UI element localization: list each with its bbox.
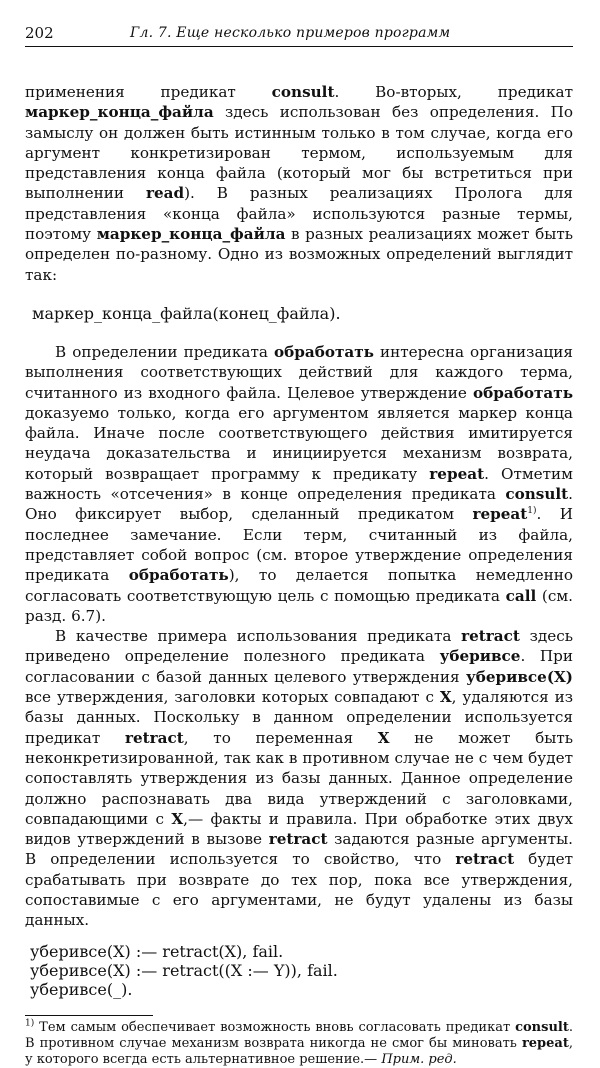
term-eof-marker: маркер_конца_файла <box>25 103 214 122</box>
chapter-title: Гл. 7. Еще несколько примеров программ <box>130 25 451 41</box>
term-read: read <box>145 184 185 203</box>
text-run: . И последнее замечание. Если терм, считанный из файла, представляет собой вопрос (см. второе утверждение определения предиката <box>25 505 573 585</box>
text-run: . При согласовании с базой данных целевого утверждения <box>25 647 573 686</box>
code-line: уберивсе(X) :— retract((X :— Y)), fail. <box>30 960 338 980</box>
text-run: все утверждения, заголовки которых совпадают с <box>25 688 440 707</box>
text-run: задаются разные аргументы. В определении используется то свойство, что <box>25 830 574 869</box>
text-run: применения предикат <box>25 83 272 101</box>
term-remove-all: уберивсе <box>439 647 521 666</box>
term-eof-marker: маркер_конца_файла <box>96 225 286 244</box>
term-repeat: repeat <box>472 505 528 524</box>
text-run: ). В разных реализациях Пролога для представления «конца файла» используются разные термы, поэтому <box>25 184 573 244</box>
term-x: X <box>377 728 390 747</box>
term-process: обработать <box>473 383 573 402</box>
text-run: не может быть неконкретизированной, так как в противном случае не с чем будет сопоставлять утверждения из базы данных. Данное определение должно распознавать два вида утверждений с заголовками, совпадающими с <box>25 728 573 828</box>
editor-note: Прим. ред. <box>381 1052 457 1068</box>
text-run: ,— факты и правила. При обработке этих двух видов утверждений в вызове <box>25 809 573 849</box>
term-retract: retract <box>268 830 328 849</box>
text-run: , удаляются из базы данных. Поскольку в данном определении используется предикат <box>25 688 573 747</box>
paragraph-2 <box>25 342 573 626</box>
page-number: 202 <box>25 24 54 42</box>
term-x: X <box>171 809 184 828</box>
page-content <box>25 22 574 1068</box>
running-head <box>25 22 573 47</box>
eof-definition: маркер_конца_файла(конец_файла). <box>32 303 341 323</box>
text-run: в разных реализациях может быть определен по-разному. Одно из возможных определений выглядит так: <box>25 225 573 284</box>
text-run: доказуемо только, когда его аргументом является маркер конца файла. Иначе после соответствующего действия имитируется неудача доказательства и инициируется механизм возврата, который возвращает программу к предикату <box>25 403 573 483</box>
term-retract: retract <box>124 728 184 747</box>
paragraph-3 <box>25 626 573 930</box>
term-consult: consult <box>271 83 335 101</box>
text-run: . Оно фиксирует выбор, сделанный предикатом <box>25 485 573 524</box>
code-line: уберивсе(_). <box>30 979 133 999</box>
term-consult: consult <box>505 485 569 504</box>
term-repeat: repeat <box>521 1035 569 1051</box>
text-run: , у которого всегда есть альтернативное решение.— <box>25 1035 573 1068</box>
term-process: обработать <box>273 342 374 361</box>
footnote-reference: 1) <box>527 506 537 517</box>
term-call: call <box>505 586 537 605</box>
text-run: Тем самым обеспечивает возможность вновь согласовать предикат <box>34 1019 516 1035</box>
text-run: здесь приведено определение полезного предиката <box>25 627 573 666</box>
footnote-marker: 1) <box>25 1018 35 1029</box>
code-listing <box>30 942 573 999</box>
text-run: , то переменная <box>183 728 378 747</box>
footnote <box>25 1020 573 1068</box>
term-process: обработать <box>128 566 229 585</box>
text-run: . Отметим важность «отсечения» в конце определения предиката <box>25 464 573 504</box>
footnote-divider <box>25 1015 153 1016</box>
term-retract: retract <box>455 850 515 869</box>
term-retract: retract <box>461 627 520 646</box>
text-run: здесь использован без определения. По замыслу он должен быть истинным только в том случае, когда его аргумент конкретизирован термом, используемым для представления конца файла (который мог бы встретиться при выполнении <box>25 103 573 203</box>
text-run: . Во-вторых, предикат <box>334 83 573 101</box>
main-text <box>25 82 573 1068</box>
text-run: ), то делается попытка немедленно согласовать соответствующую цель с помощью предиката <box>25 566 574 605</box>
term-remove-all-x: уберивсе(X) <box>465 667 573 686</box>
term-consult: consult <box>515 1019 569 1035</box>
text-run: В определении предиката <box>55 342 274 361</box>
text-run: интересна организация выполнения соответствующих действий для каждого терма, считанного из входного файла. Целевое утверждение <box>25 342 573 402</box>
code-line: уберивсе(X) :— retract(X), fail. <box>30 941 284 961</box>
term-repeat: repeat <box>429 464 485 483</box>
text-run: В качестве примера использования предиката <box>55 627 462 646</box>
text-run: . В противном случае механизм возврата никогда не смог бы миновать <box>25 1019 573 1051</box>
text-run: (см. разд. 6.7). <box>25 586 573 625</box>
term-x: X <box>439 688 452 707</box>
paragraph-1 <box>25 82 573 285</box>
text-run: будет срабатывать при возврате до тех пор, пока все утверждения, сопоставимые с его аргументами, не будут удалены из базы данных. <box>25 850 574 930</box>
